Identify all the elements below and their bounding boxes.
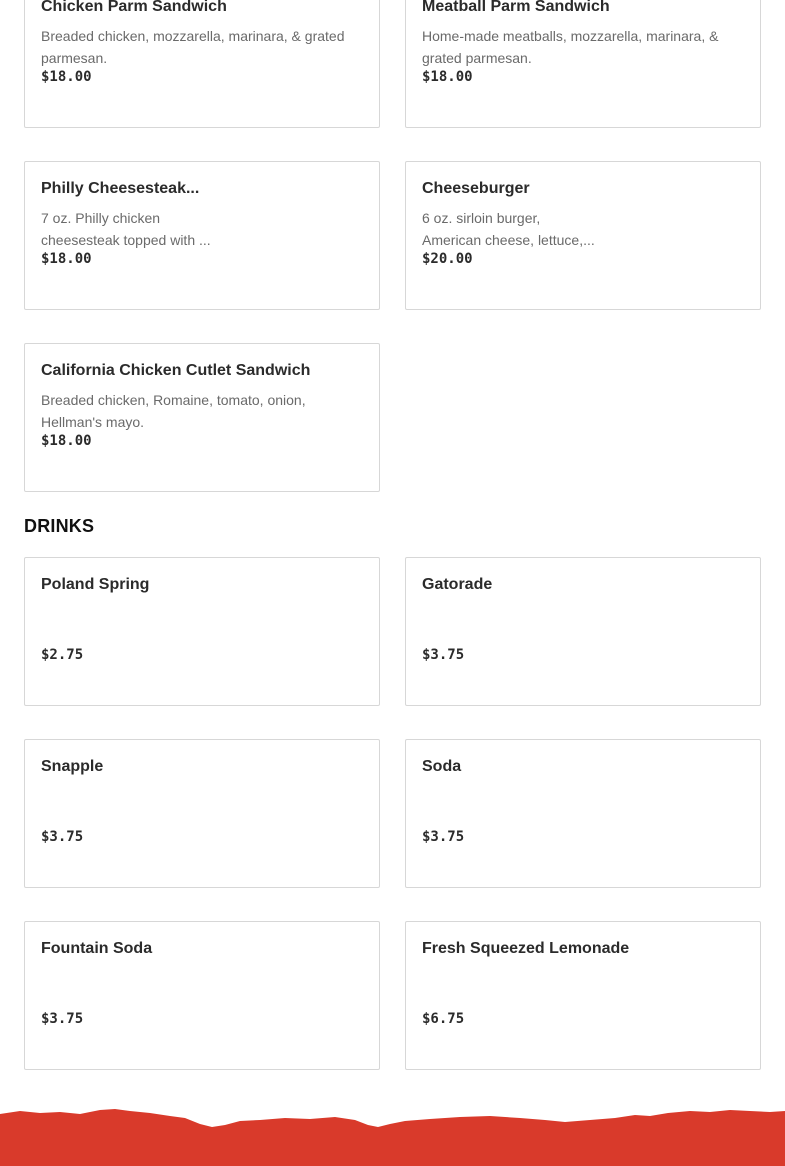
menu-item-card[interactable] xyxy=(24,161,380,310)
menu-item-name: Fountain Soda xyxy=(41,940,153,957)
menu-item-card[interactable] xyxy=(405,161,761,310)
menu-item-description: Breaded chicken, mozzarella, marinara, & grated parmesan. xyxy=(41,28,345,66)
menu-item-price: $18.00 xyxy=(41,251,92,267)
menu-item-price: $18.00 xyxy=(41,69,92,85)
menu-item-name: Soda xyxy=(422,758,462,775)
menu-item-description: Breaded chicken, Romaine, tomato, onion, Hellman's mayo. xyxy=(41,392,306,430)
menu-item-card[interactable] xyxy=(24,557,380,706)
menu-item-price: $3.75 xyxy=(422,647,465,663)
menu-item-price: $3.75 xyxy=(422,829,465,845)
footer-torn-shape xyxy=(0,1109,785,1166)
menu-item-description: Home-made meatballs, mozzarella, marinara, & grated parmesan. xyxy=(422,28,719,66)
menu-item-description: 7 oz. Philly chicken cheesesteak topped with ... xyxy=(41,210,211,248)
menu-item-card[interactable] xyxy=(405,557,761,706)
menu-item-price: $18.00 xyxy=(422,69,473,85)
menu-item-price: $3.75 xyxy=(41,1011,84,1027)
menu-item-name: Philly Cheesesteak... xyxy=(41,180,200,197)
menu-item-card[interactable] xyxy=(24,921,380,1070)
menu-item-card[interactable] xyxy=(24,739,380,888)
section-title-drinks: DRINKS xyxy=(24,516,95,536)
menu-item-name: Chicken Parm Sandwich xyxy=(41,0,227,15)
menu-item-card[interactable] xyxy=(24,0,380,128)
menu-item-price: $2.75 xyxy=(41,647,84,663)
menu-item-name: Meatball Parm Sandwich xyxy=(422,0,610,15)
menu-item-price: $6.75 xyxy=(422,1011,465,1027)
menu-item-card[interactable] xyxy=(405,739,761,888)
menu-item-name: Poland Spring xyxy=(41,576,150,593)
menu-item-name: California Chicken Cutlet Sandwich xyxy=(41,362,311,379)
footer-torn-band xyxy=(0,1100,785,1166)
menu-item-name: Fresh Squeezed Lemonade xyxy=(422,940,630,957)
menu-item-name: Cheeseburger xyxy=(422,180,530,197)
menu-item-name: Gatorade xyxy=(422,576,493,593)
menu-item-card[interactable] xyxy=(24,343,380,492)
menu-item-price: $3.75 xyxy=(41,829,84,845)
menu-item-name: Snapple xyxy=(41,758,104,775)
menu-item-description: 6 oz. sirloin burger, American cheese, lettuce,... xyxy=(422,210,595,248)
menu-item-price: $20.00 xyxy=(422,251,473,267)
menu-item-card[interactable] xyxy=(405,0,761,128)
menu-item-price: $18.00 xyxy=(41,433,92,449)
menu-item-card[interactable] xyxy=(405,921,761,1070)
